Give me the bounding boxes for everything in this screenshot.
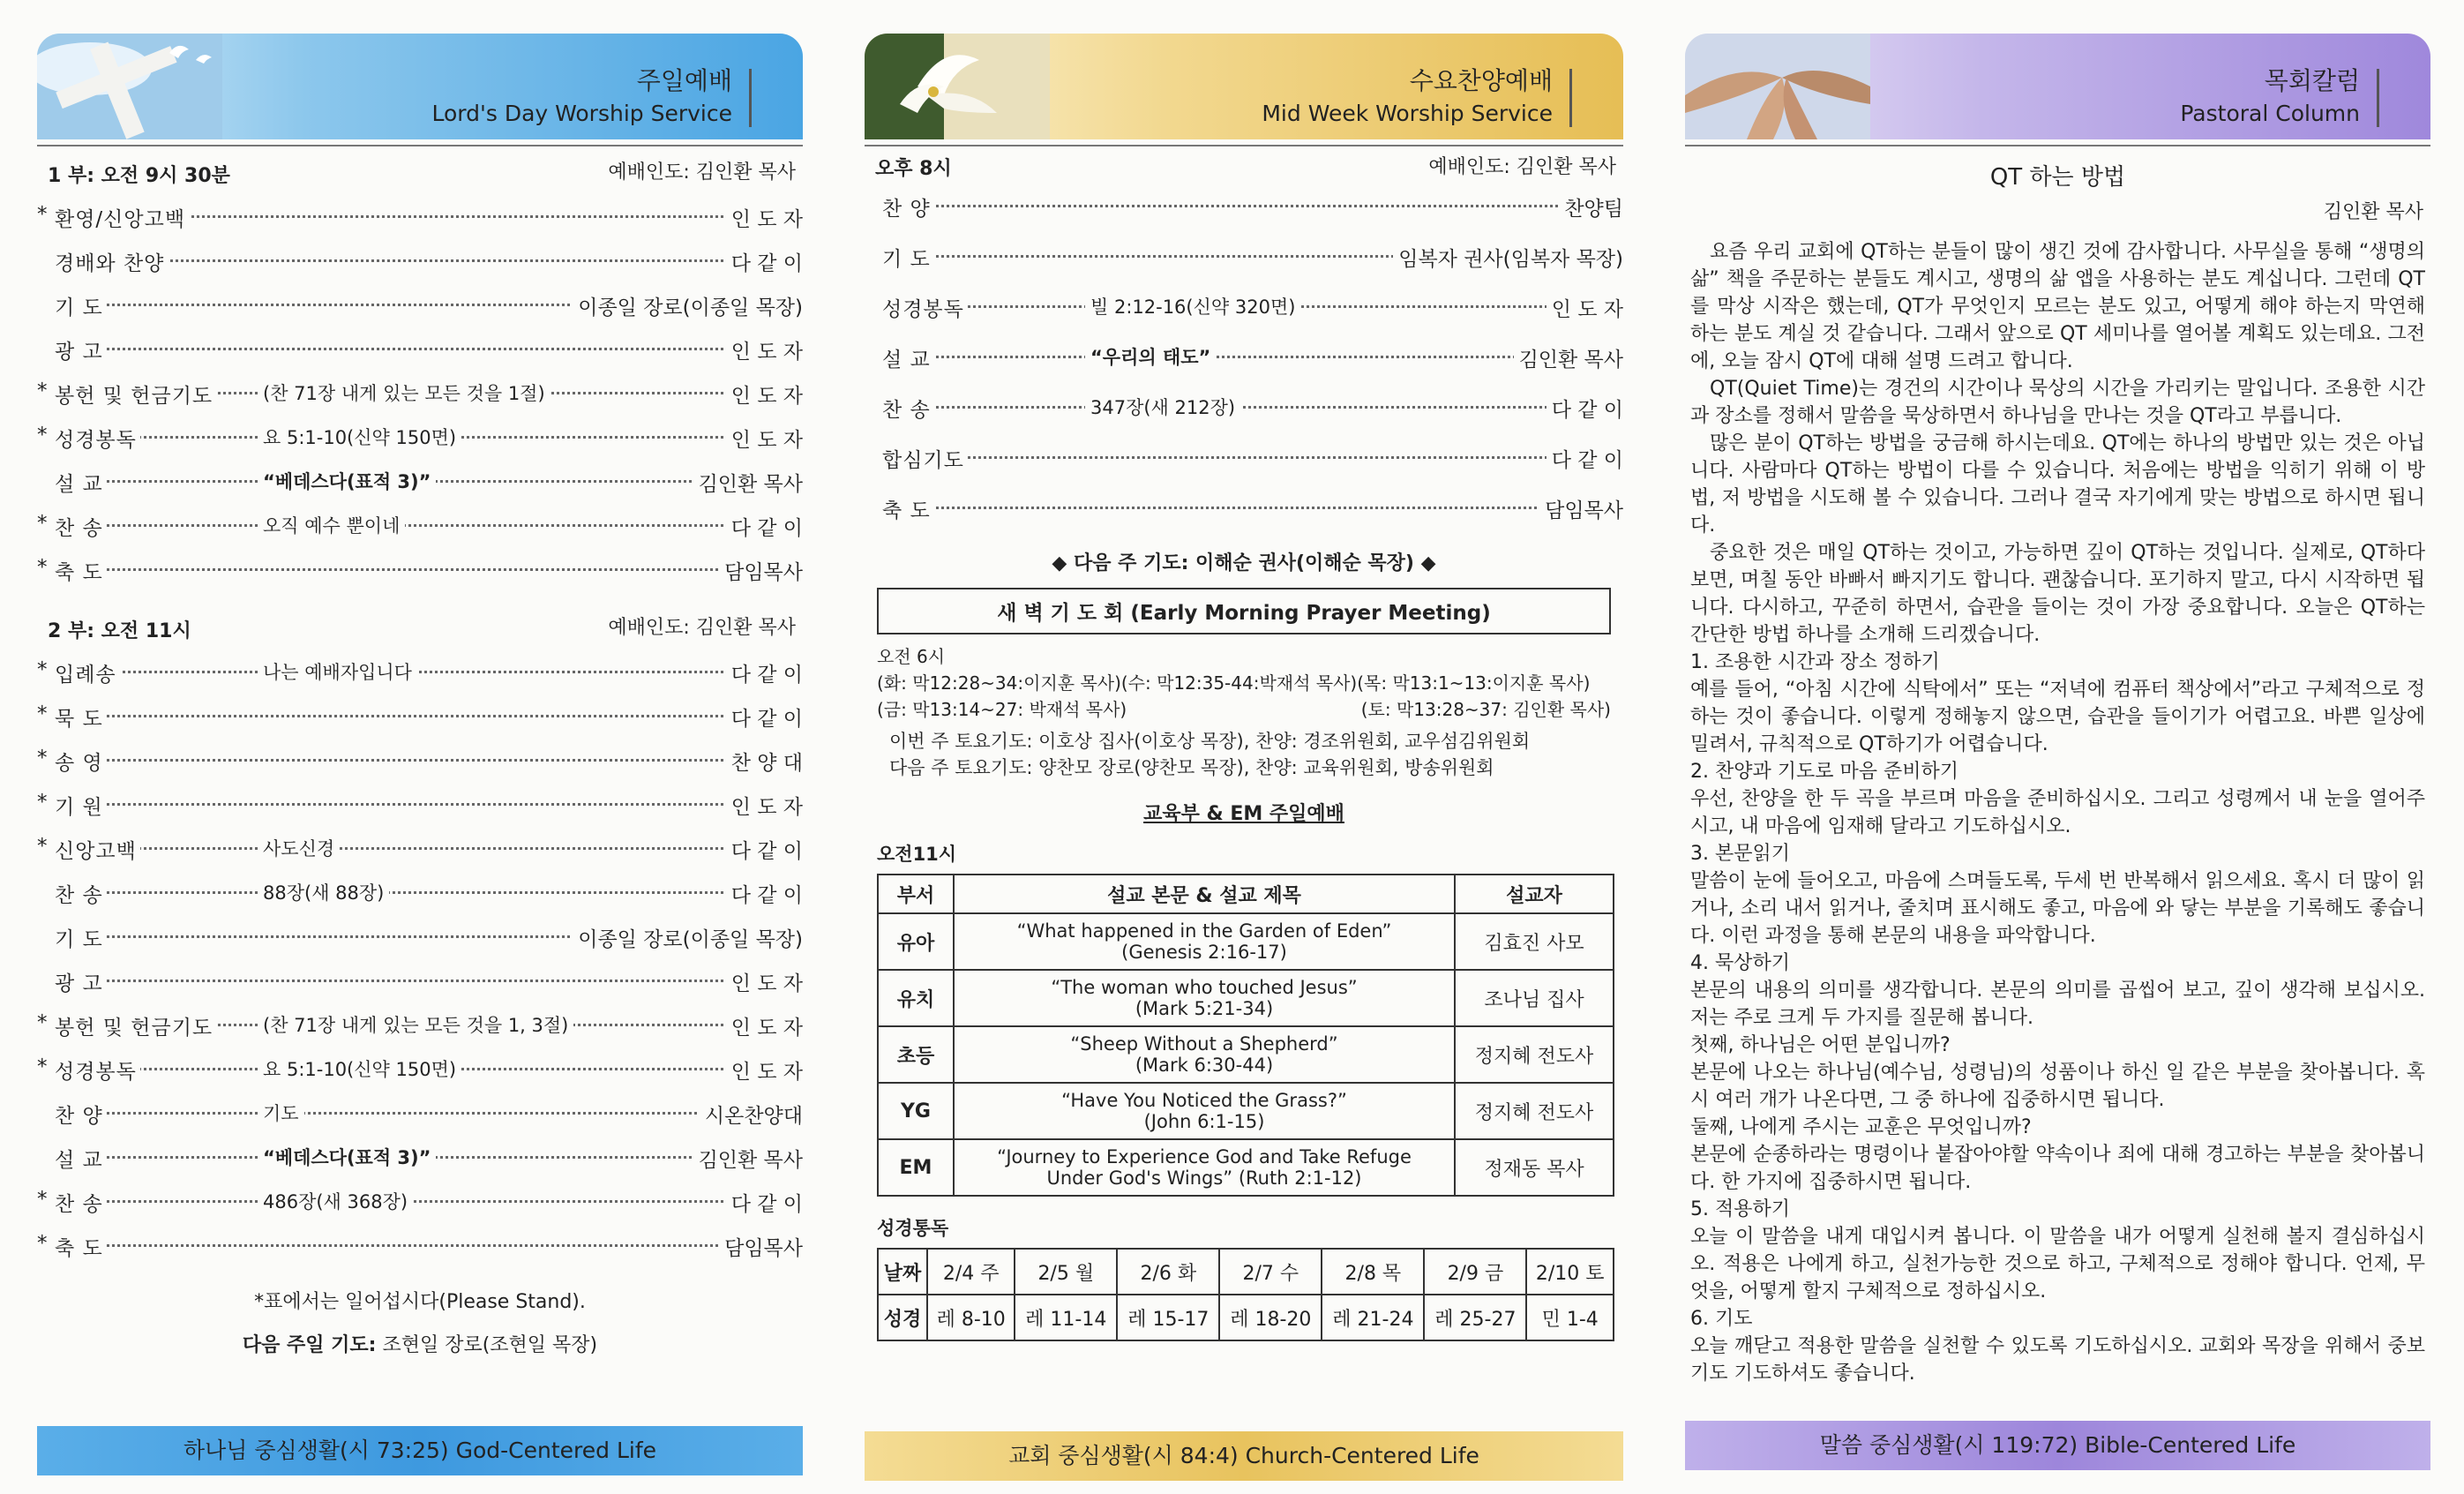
order-person: 인 도 자 [1547, 293, 1623, 322]
leader-dots [882, 406, 1623, 409]
order-person: 인 도 자 [726, 203, 803, 232]
stand-marker: * [37, 658, 48, 681]
order-label: 경배와 찬양 [55, 247, 168, 276]
reading-date-cell: 2/8 목 [1322, 1249, 1424, 1295]
order-person: 인 도 자 [726, 379, 803, 409]
order-detail: (찬 71장 내게 있는 모든 것을 1, 3절) [258, 1011, 573, 1038]
reading-passage-cell: 민 1-4 [1526, 1295, 1614, 1340]
preacher-cell: 정지혜 전도사 [1455, 1026, 1614, 1083]
order-person: 찬양팀 [1559, 192, 1623, 221]
order-row [865, 383, 1623, 433]
midweek-footer: 교회 중심생활(시 84:4) Church-Centered Life [865, 1431, 1623, 1481]
order-label: 환영/신앙고백 [55, 203, 189, 232]
order-row [37, 457, 803, 501]
order-label: 기 원 [55, 791, 107, 820]
order-person: 김인환 목사 [693, 468, 803, 497]
stand-marker: * [37, 1011, 48, 1034]
article-paragraph: 첫째, 하나님은 어떤 분입니까? [1690, 1034, 1951, 1056]
article-paragraph: 2. 찬양과 기도로 마음 준비하기 [1690, 761, 1958, 783]
lords-day-panel [37, 34, 803, 1481]
order-row [37, 501, 803, 545]
first-service-leader: 예배인도: 김인환 목사 [608, 161, 796, 184]
order-row [37, 325, 803, 369]
order-row [37, 281, 803, 325]
sermon-reference: (Genesis 2:16-17) [1121, 942, 1287, 963]
reading-row [878, 1249, 1614, 1295]
reading-passage-cell: 레 18-20 [1219, 1295, 1322, 1340]
sermon-reference: Under God's Wings” (Ruth 2:1-12) [1046, 1167, 1362, 1189]
stand-marker: * [37, 556, 48, 579]
order-label: 광 고 [55, 335, 107, 364]
leader-dots [55, 524, 803, 527]
midweek-panel [865, 34, 1623, 1481]
order-row [37, 1177, 803, 1221]
section-title-ko: 목회칼럼 [2264, 66, 2360, 95]
sermon-cell [954, 1083, 1455, 1139]
order-person: 김인환 목사 [1514, 343, 1623, 372]
department-cell: 유치 [878, 970, 954, 1026]
order-row [37, 545, 803, 589]
education-row [878, 1139, 1614, 1196]
dawn-time: 오전 6시 [877, 646, 946, 667]
order-detail: 486장(새 368장) [258, 1188, 413, 1214]
order-label: 찬 양 [882, 192, 934, 221]
order-row [37, 1089, 803, 1133]
next-sunday-prayer-label: 다음 주일 기도: [242, 1334, 377, 1356]
stand-marker: * [37, 1188, 48, 1211]
order-person: 인 도 자 [726, 335, 803, 364]
lily-flower-image [865, 34, 1050, 139]
article-paragraph: 둘째, 나에게 주시는 교훈은 무엇입니까? [1690, 1116, 2032, 1138]
second-service-order [37, 648, 803, 1265]
lords-day-footer: 하나님 중심생활(시 73:25) God-Centered Life [37, 1426, 803, 1475]
reading-passage-cell: 성경 [878, 1295, 927, 1340]
article-title: QT 하는 방법 [1989, 164, 2126, 191]
order-row [37, 824, 803, 868]
order-person: 임복자 권사(임복자 목장) [1393, 243, 1623, 272]
stand-marker: * [37, 1055, 48, 1078]
midweek-heading [865, 146, 1623, 182]
order-detail: 347장(새 212장) [1085, 394, 1240, 420]
order-person: 다 같 이 [1547, 394, 1623, 423]
preacher-cell: 조나님 집사 [1455, 970, 1614, 1026]
leader-dots [882, 205, 1623, 207]
order-row [865, 182, 1623, 232]
order-label: 설 교 [55, 1144, 107, 1173]
education-row [878, 1026, 1614, 1083]
order-row [37, 736, 803, 780]
order-person: 다 같 이 [726, 879, 803, 908]
section-title-en: Pastoral Column [2180, 101, 2360, 126]
reading-passage-cell: 레 8-10 [927, 1295, 1015, 1340]
article-paragraph: 오늘 깨닫고 적용한 말씀을 실천할 수 있도록 기도하십시오. 교회와 목장을 위해서 중보기도 기도하셔도 좋습니다. [1690, 1335, 2425, 1385]
leader-dots [55, 348, 803, 350]
lords-day-header [37, 34, 803, 139]
order-label: 설 교 [882, 343, 934, 372]
order-person: 다 같 이 [726, 512, 803, 541]
order-label: 찬 송 [55, 879, 107, 908]
department-cell: 유아 [878, 913, 954, 970]
midweek-next-prayer: ◆ 다음 주 기도: 이해순 권사(이해순 목장) ◆ [1052, 552, 1436, 574]
article-paragraph: 요즘 우리 교회에 QT하는 분들이 많이 생긴 것에 감사합니다. 사무실을 통해 “생명의 삶” 책을 주문하는 분들도 계시고, 생명의 삶 앱을 사용하는 분도 계십니다. 그런데 QT를 막상 시작은 했는데, QT가 무엇인지 모르는 분도 있고, 어떻게 해야 하는지 막연해 하는 분도 계실 것 같습니다. 그래서 앞으로 QT 세미나를 열어볼 계획도 있는데요. 그전에, 오늘 잠시 QT에 대해 설명 드려고 합니다. [1690, 241, 2425, 372]
department-cell: YG [878, 1083, 954, 1139]
order-person: 다 같 이 [726, 702, 803, 732]
article-paragraph: 말씀이 눈에 들어오고, 마음에 스며들도록, 두세 번 반복해서 읽으세요. 혹시 더 많이 읽거나, 소리 내서 읽거나, 줄치며 표시해도 좋고, 마음에 와 닿는 부분을 기록해도 좋습니다. 이런 과정을 통해 본문의 내용을 파악합니다. [1690, 870, 2425, 947]
pastoral-header [1685, 34, 2430, 139]
order-row [37, 1133, 803, 1177]
order-label: 기 도 [55, 923, 107, 952]
midweek-leader: 예배인도: 김인환 목사 [1428, 156, 1616, 178]
order-label: 신앙고백 [55, 835, 140, 864]
reading-date-cell: 2/6 화 [1117, 1249, 1219, 1295]
stand-marker: * [37, 835, 48, 858]
article-paragraph: 예를 들어, “아침 시간에 식탁에서” 또는 “저녁에 컴퓨터 책상에서”라고 구체적으로 정하는 것이 좋습니다. 이렇게 정해놓지 않으면, 습관을 들이기가 어렵고요. 바쁜 일상에 밀려서, 규칙적으로 QT하기가 어렵습니다. [1690, 679, 2425, 755]
order-label: 성경봉독 [55, 1055, 140, 1085]
order-person: 담임목사 [719, 556, 803, 585]
stand-marker: * [37, 1232, 48, 1255]
order-detail: 나는 예배자입니다 [258, 658, 417, 685]
article-paragraph: 3. 본문읽기 [1690, 843, 1790, 865]
order-detail: 요 5:1-10(신약 150면) [258, 424, 461, 450]
order-row [37, 1001, 803, 1045]
article-paragraph: 본문에 순종하라는 명령이나 붙잡아야할 약속이나 죄에 대해 경고하는 부분을 찾아봅니다. 한 가지에 집중하시면 됩니다. [1690, 1144, 2425, 1193]
article-paragraph: 1. 조용한 시간과 장소 정하기 [1690, 651, 1940, 673]
header-divider [2377, 69, 2379, 127]
stand-marker: * [37, 203, 48, 226]
order-label: 성경봉독 [55, 424, 140, 453]
dawn-line-2-saturday: (토: 막13:28~37: 김인환 목사) [1360, 699, 1611, 720]
order-detail: “베데스다(표적 3)” [258, 1144, 436, 1170]
order-person: 담임목사 [719, 1232, 803, 1261]
stand-marker: * [37, 747, 48, 770]
article-paragraph: 6. 기도 [1690, 1308, 1753, 1330]
leader-dots [882, 356, 1623, 358]
midweek-time: 오후 8시 [875, 158, 952, 180]
saturday-prayer-next-week: 다음 주 토요기도: 양찬모 장로(양찬모 목장), 찬양: 교육위원회, 방송위원회 [889, 757, 1494, 778]
midweek-order [865, 182, 1623, 534]
midweek-header [865, 34, 1623, 139]
order-label: 봉헌 및 헌금기도 [55, 1011, 216, 1040]
order-row [37, 369, 803, 413]
pastoral-footer: 말씀 중심생활(시 119:72) Bible-Centered Life [1685, 1421, 2430, 1470]
order-row [37, 912, 803, 957]
stand-marker: * [37, 512, 48, 535]
header-divider [1569, 69, 1572, 127]
education-header-cell: 설교 본문 & 설교 제목 [954, 875, 1455, 913]
education-title: 교육부 & EM 주일예배 [1143, 803, 1344, 825]
order-label: 찬 송 [55, 1188, 107, 1217]
order-detail: (찬 71장 내게 있는 모든 것을 1절) [258, 379, 550, 406]
order-label: 광 고 [55, 967, 107, 996]
order-label: 설 교 [55, 468, 107, 497]
article-paragraph: 4. 묵상하기 [1690, 952, 1790, 974]
order-row [37, 957, 803, 1001]
reading-date-cell: 2/7 수 [1219, 1249, 1322, 1295]
order-row [37, 1221, 803, 1265]
order-detail: 요 5:1-10(신약 150면) [258, 1055, 461, 1082]
order-person: 다 같 이 [726, 835, 803, 864]
order-person: 다 같 이 [726, 1188, 803, 1217]
dawn-prayer-title: 새 벽 기 도 회 (Early Morning Prayer Meeting) [877, 588, 1611, 634]
order-person: 시온찬양대 [700, 1100, 803, 1129]
order-label: 찬 송 [55, 512, 107, 541]
order-row [37, 1045, 803, 1089]
order-person: 김인환 목사 [693, 1144, 803, 1173]
dawn-line-1: (화: 막12:28~34:이지훈 목사)(수: 막12:35-44:박재석 목사)(목: 막13:1~13:이지훈 목사) [877, 672, 1591, 694]
education-time: 오전11시 [877, 844, 957, 865]
education-row [878, 970, 1614, 1026]
second-service-heading [37, 602, 803, 648]
first-service-time: 1 부: 오전 9시 30분 [48, 165, 230, 187]
article-paragraph: 본문에 나오는 하나님(예수님, 성령님)의 성품이나 하신 일 같은 부분을 찾아봅니다. 혹시 여러 개가 나온다면, 그 중 하나에 집중하시면 됩니다. [1690, 1062, 2425, 1111]
reading-date-cell: 날짜 [878, 1249, 927, 1295]
sermon-title: “Have You Noticed the Grass?” [1061, 1090, 1347, 1111]
reading-passage-cell: 레 21-24 [1322, 1295, 1424, 1340]
leader-dots [882, 456, 1623, 459]
joined-hands-image [1685, 34, 1870, 139]
article-paragraph: 본문의 내용의 의미를 생각합니다. 본문의 의미를 곱씹어 보고, 깊이 생각해 보십시오. 저는 주로 크게 두 가지를 질문해 봅니다. [1690, 980, 2425, 1029]
reading-passage-cell: 레 15-17 [1117, 1295, 1219, 1340]
order-row [865, 333, 1623, 383]
leader-dots [55, 715, 803, 717]
leader-dots [55, 891, 803, 894]
section-title-en: Lord's Day Worship Service [431, 101, 732, 126]
order-label: 축 도 [55, 556, 107, 585]
preacher-cell: 정재동 목사 [1455, 1139, 1614, 1196]
order-label: 송 영 [55, 747, 107, 776]
second-service-leader: 예배인도: 김인환 목사 [608, 617, 796, 639]
reading-date-cell: 2/5 월 [1015, 1249, 1117, 1295]
department-cell: EM [878, 1139, 954, 1196]
order-label: 합심기도 [882, 444, 968, 473]
education-row [878, 1083, 1614, 1139]
dawn-prayer-schedule [877, 643, 1611, 781]
sermon-cell [954, 1026, 1455, 1083]
order-row [865, 433, 1623, 484]
preacher-cell: 정지혜 전도사 [1455, 1083, 1614, 1139]
section-title-ko: 수요찬양예배 [1409, 66, 1553, 95]
sermon-reference: (John 6:1-15) [1143, 1111, 1265, 1132]
order-person: 다 같 이 [726, 658, 803, 687]
order-label: 성경봉독 [882, 293, 968, 322]
order-row [37, 692, 803, 736]
order-row [37, 192, 803, 236]
dawn-line-2-friday: (금: 막13:14~27: 박재석 목사) [877, 699, 1127, 720]
sermon-title: “What happened in the Garden of Eden” [1016, 920, 1392, 942]
second-service-time: 2 부: 오전 11시 [48, 620, 191, 642]
article-paragraph: 많은 분이 QT하는 방법을 궁금해 하시는데요. QT에는 하나의 방법만 있는 것은 아닙니다. 사람마다 QT하는 방법이 다를 수 있습니다. 처음에는 방법을 익히기 위해 이 방법, 저 방법을 시도해 볼 수 있습니다. 그러나 결국 자기에게 맞는 방법으로 하시면 됩니다. [1690, 432, 2425, 537]
bible-reading-table [877, 1248, 1614, 1341]
order-person: 인 도 자 [726, 791, 803, 820]
order-row [865, 232, 1623, 282]
sermon-title: “The woman who touched Jesus” [1051, 977, 1358, 998]
stand-marker: * [37, 379, 48, 402]
article-paragraph: QT(Quiet Time)는 경건의 시간이나 묵상의 시간을 가리키는 말입니다. 조용한 시간과 장소를 정해서 말씀을 묵상하면서 하나님을 만나는 것을 QT라고 부릅니다. [1690, 378, 2425, 427]
header-divider [749, 69, 752, 127]
stand-marker: * [37, 702, 48, 725]
order-row [37, 868, 803, 912]
reading-passage-cell: 레 11-14 [1015, 1295, 1117, 1340]
reading-date-cell: 2/9 금 [1424, 1249, 1526, 1295]
order-detail: 빌 2:12-16(신약 320면) [1085, 293, 1300, 319]
order-label: 기 도 [882, 243, 934, 272]
order-detail: 사도신경 [258, 835, 340, 861]
order-person: 인 도 자 [726, 1055, 803, 1085]
order-label: 찬 송 [882, 394, 934, 423]
order-row [37, 648, 803, 692]
order-person: 찬 양 대 [726, 747, 803, 776]
cross-dove-image [37, 34, 222, 139]
next-sunday-prayer-value: 조현일 장로(조현일 목장) [382, 1334, 598, 1356]
order-label: 축 도 [882, 494, 934, 523]
order-label: 봉헌 및 헌금기도 [55, 379, 216, 409]
order-detail: “우리의 태도” [1085, 343, 1216, 370]
stand-marker: * [37, 424, 48, 447]
education-header-cell: 설교자 [1455, 875, 1614, 913]
leader-dots [882, 507, 1623, 509]
order-person: 다 같 이 [726, 247, 803, 276]
leader-dots [55, 759, 803, 762]
article-author: 김인환 목사 [2323, 201, 2423, 223]
order-person: 이종일 장로(이종일 목장) [573, 291, 803, 320]
article-paragraph: 우선, 찬양을 한 두 곡을 부르며 마음을 준비하십시오. 그리고 성령께서 내 눈을 열어주시고, 내 마음에 임재해 달라고 기도하십시오. [1690, 788, 2425, 837]
header-rule [1685, 145, 2430, 146]
sermon-reference: (Mark 6:30-44) [1135, 1055, 1274, 1076]
order-label: 기 도 [55, 291, 107, 320]
order-detail: 오직 예수 뿐이네 [258, 512, 405, 538]
education-table [877, 874, 1614, 1197]
preacher-cell: 김효진 사모 [1455, 913, 1614, 970]
bible-reading-title: 성경통독 [877, 1218, 949, 1239]
pastoral-panel [1685, 34, 2430, 1481]
section-title-en: Mid Week Worship Service [1262, 101, 1553, 126]
order-row [865, 282, 1623, 333]
reading-passage-cell: 레 25-27 [1424, 1295, 1526, 1340]
order-label: 입례송 [55, 658, 120, 687]
reading-date-cell: 2/10 토 [1526, 1249, 1614, 1295]
saturday-prayer-this-week: 이번 주 토요기도: 이호상 집사(이호상 목장), 찬양: 경조위원회, 교우섬김위원회 [889, 731, 1531, 752]
order-row [865, 484, 1623, 534]
leader-dots [55, 847, 803, 850]
order-label: 묵 도 [55, 702, 107, 732]
sermon-title: “Sheep Without a Shepherd” [1070, 1033, 1338, 1055]
stand-note: *표에서는 일어섭시다(Please Stand). [254, 1291, 586, 1313]
first-service-order [37, 192, 803, 589]
order-person: 담임목사 [1539, 494, 1623, 523]
sermon-cell [954, 1139, 1455, 1196]
reading-row [878, 1295, 1614, 1340]
sermon-cell [954, 970, 1455, 1026]
dawn-line-2 [877, 696, 1611, 723]
education-row [878, 913, 1614, 970]
reading-date-cell: 2/4 주 [927, 1249, 1015, 1295]
leader-dots [55, 1244, 803, 1247]
sermon-reference: (Mark 5:21-34) [1135, 998, 1274, 1019]
article-paragraph: 중요한 것은 매일 QT하는 것이고, 가능하면 깊이 QT하는 것입니다. 실제로, QT하다 보면, 며칠 동안 바빠서 빠지기도 합니다. 괜찮습니다. 포기하지 말고, 다시 시작하면 됩니다. 다시하고, 꾸준히 하면서, 습관을 들이는 것이 가장 중요합니다. 오늘은 QT하는 간단한 방법 하나를 소개해 드리겠습니다. [1690, 542, 2425, 646]
education-header-cell: 부서 [878, 875, 954, 913]
order-person: 인 도 자 [726, 424, 803, 453]
leader-dots [55, 1200, 803, 1203]
leader-dots [55, 1112, 803, 1115]
article-paragraph: 5. 적용하기 [1690, 1198, 1790, 1220]
leader-dots [55, 980, 803, 982]
next-sunday-prayer [37, 1330, 803, 1357]
article-body [1685, 238, 2430, 1387]
leader-dots [55, 568, 803, 571]
leader-dots [55, 803, 803, 806]
sermon-cell [954, 913, 1455, 970]
order-detail: “베데스다(표적 3)” [258, 468, 436, 494]
section-title-ko: 주일예배 [636, 66, 732, 95]
order-row [37, 413, 803, 457]
sermon-title: “Journey to Experience God and Take Refuge [997, 1146, 1412, 1167]
order-label: 찬 양 [55, 1100, 107, 1129]
department-cell: 초등 [878, 1026, 954, 1083]
order-detail: 기도 [258, 1100, 304, 1126]
order-row [37, 236, 803, 281]
article-paragraph: 오늘 이 말씀을 내게 대입시켜 봅니다. 이 말씀을 내가 어떻게 실천해 볼지 결심하십시오. 적용은 나에게 하고, 실천가능한 것으로 하고, 구체적으로 정해야 합니다. 언제, 무엇을, 어떻게 할지 구체적으로 정하십시오. [1690, 1226, 2425, 1303]
order-label: 축 도 [55, 1232, 107, 1261]
order-person: 이종일 장로(이종일 목장) [573, 923, 803, 952]
order-person: 인 도 자 [726, 967, 803, 996]
first-service-heading [37, 146, 803, 192]
leader-dots [55, 671, 803, 673]
order-row [37, 780, 803, 824]
order-person: 인 도 자 [726, 1011, 803, 1040]
order-detail: 88장(새 88장) [258, 879, 389, 905]
stand-marker: * [37, 791, 48, 814]
order-person: 다 같 이 [1547, 444, 1623, 473]
